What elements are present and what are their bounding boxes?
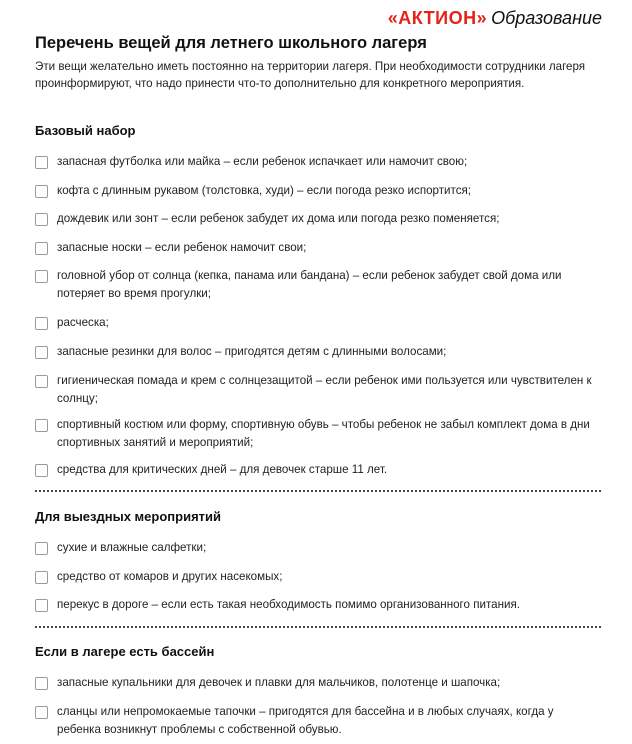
item-label: запасные купальники для девочек и плавки для мальчиков, полотенце и шапочка;: [57, 676, 501, 689]
checklist-item: [35, 541, 600, 557]
checkbox[interactable]: [35, 375, 48, 388]
checklist-item: [35, 705, 600, 739]
checkbox[interactable]: [35, 571, 48, 584]
checkbox[interactable]: [35, 317, 48, 330]
checklist-item: [35, 241, 600, 257]
item-label: расческа;: [57, 316, 109, 329]
checkbox[interactable]: [35, 213, 48, 226]
checkbox[interactable]: [35, 156, 48, 169]
checklist-item: [35, 269, 600, 303]
checkbox[interactable]: [35, 464, 48, 477]
checkbox[interactable]: [35, 706, 48, 719]
checkbox[interactable]: [35, 542, 48, 555]
item-label: запасные резинки для волос – пригодятся детям с длинными волосами;: [57, 345, 447, 358]
checkbox[interactable]: [35, 599, 48, 612]
checklist-item: [35, 212, 600, 228]
checklist-item: [35, 418, 600, 452]
brand-logo: [388, 8, 602, 29]
item-label: перекус в дороге – если есть такая необходимость помимо организованного питания.: [57, 598, 520, 611]
checklist-item: [35, 316, 600, 332]
checklist-item: [35, 570, 600, 586]
item-label: сланцы или непромокаемые тапочки – пригодятся для бассейна и в любых случаях, когда у ребенка возникнут проблемы с собственной обувью.: [57, 705, 554, 736]
item-label: спортивный костюм или форму, спортивную обувь – чтобы ребенок не забыл комплект дома в дни спортивных занятий и мероприятий;: [57, 418, 590, 449]
intro-text: Эти вещи желательно иметь постоянно на территории лагеря. При необходимости сотрудники лагеря проинформируют, что надо принести что-то дополнительно для конкретного мероприятия.: [35, 60, 586, 90]
checklist-item: [35, 598, 600, 614]
brand-text: Образование: [491, 8, 602, 28]
section-title-basic: Базовый набор: [35, 123, 136, 138]
section-divider: [35, 626, 601, 628]
checklist-item: [35, 463, 600, 479]
section-title-trips: Для выездных мероприятий: [35, 509, 221, 524]
page-title: Перечень вещей для летнего школьного лагеря: [35, 34, 427, 52]
item-label: запасная футболка или майка – если ребенок испачкает или намочит свою;: [57, 155, 468, 168]
checkbox[interactable]: [35, 677, 48, 690]
item-label: головной убор от солнца (кепка, панама или бандана) – если ребенок забудет свой дома или потеряет во время прогулки;: [57, 269, 562, 300]
item-label: сухие и влажные салфетки;: [57, 541, 207, 554]
checklist-item: [35, 184, 600, 200]
checkbox[interactable]: [35, 346, 48, 359]
checkbox[interactable]: [35, 185, 48, 198]
checklist-item: [35, 155, 600, 171]
checkbox[interactable]: [35, 270, 48, 283]
item-label: средство от комаров и других насекомых;: [57, 570, 283, 583]
item-label: гигиеническая помада и крем с солнцезащитой – если ребенок ими пользуется или чувствителен к солнцу;: [57, 374, 592, 405]
section-divider: [35, 490, 601, 492]
checklist-item: [35, 374, 600, 408]
item-label: кофта с длинным рукавом (толстовка, худи) – если погода резко испортится;: [57, 184, 472, 197]
checkbox[interactable]: [35, 419, 48, 432]
checklist-item: [35, 345, 600, 361]
brand-mark: «АКТИОН»: [387, 8, 488, 28]
checklist-item: [35, 676, 600, 692]
section-title-pool: Если в лагере есть бассейн: [35, 644, 215, 659]
item-label: запасные носки – если ребенок намочит свои;: [57, 241, 307, 254]
item-label: средства для критических дней – для девочек старше 11 лет.: [57, 463, 388, 476]
checkbox[interactable]: [35, 242, 48, 255]
item-label: дождевик или зонт – если ребенок забудет их дома или погода резко поменяется;: [57, 212, 500, 225]
